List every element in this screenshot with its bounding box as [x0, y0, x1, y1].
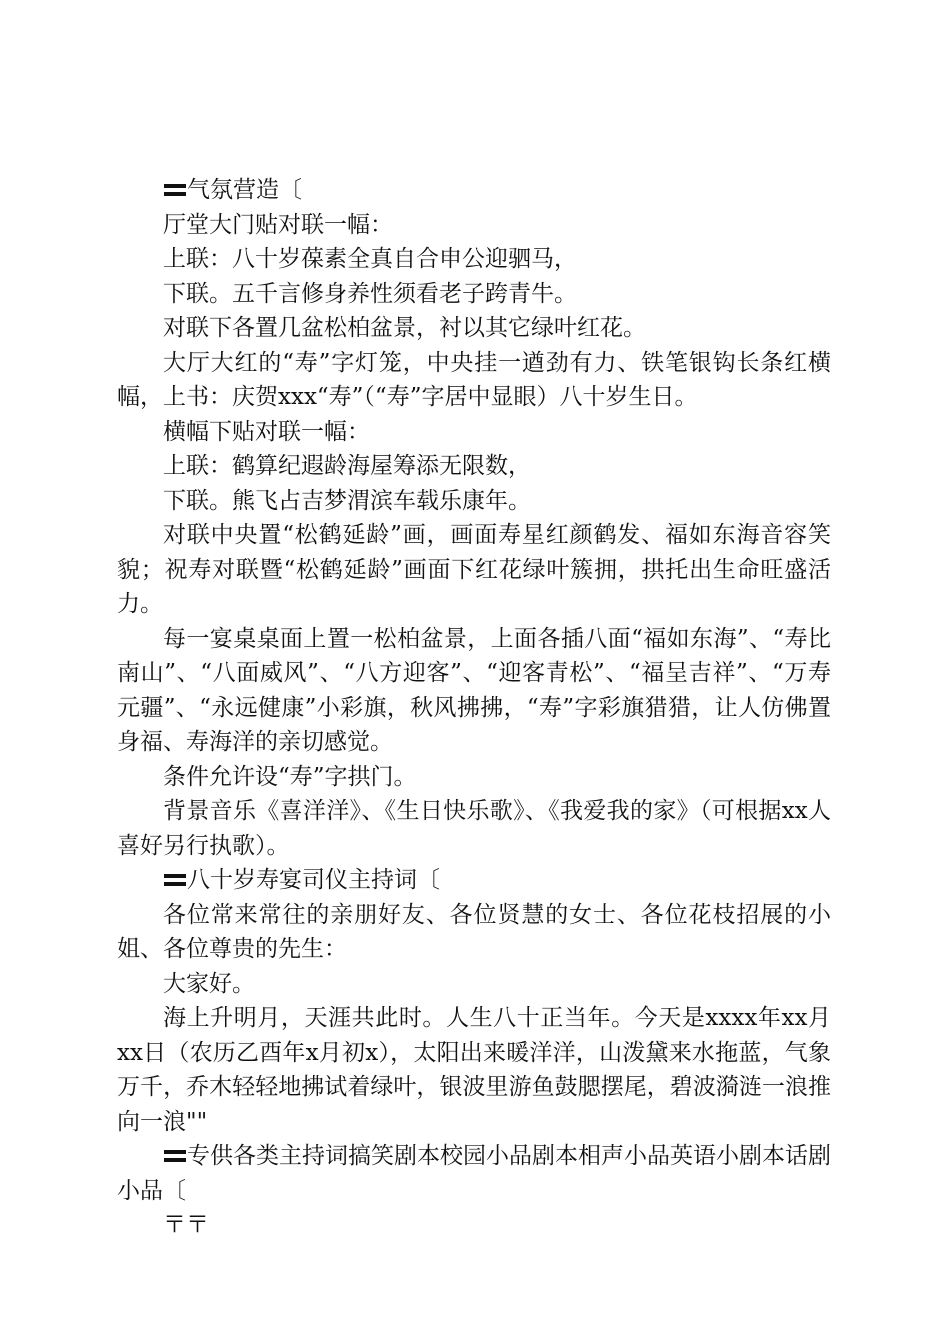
paragraph-text: 大家好。: [163, 970, 255, 997]
document-body: [117, 173, 831, 1243]
paragraph: [117, 1208, 831, 1243]
paragraph: [117, 277, 831, 312]
paragraph: [117, 760, 831, 795]
section-heading-host-speech: [117, 863, 831, 898]
paragraph-text: 条件允许设“寿”字拱门。: [163, 763, 417, 790]
paragraph: [117, 484, 831, 519]
paragraph: [117, 967, 831, 1002]
paragraph-text: 背景音乐《喜洋洋》、《生日快乐歌》、《我爱我的家》（可根据xx人喜好另行执歌）。: [117, 798, 831, 859]
paragraph-text: 气氛营造〔: [187, 177, 302, 203]
paragraph-text: 八十岁寿宴司仪主持词〔: [187, 867, 440, 893]
paragraph-text: 〒〒: [163, 1212, 209, 1238]
paragraph-text: 下联。熊飞占吉梦渭滨车载乐康年。: [163, 487, 531, 514]
paragraph: [117, 622, 831, 760]
paragraph-text: 每一宴桌桌面上置一松柏盆景，上面各插八面“福如东海”、“寿比南山”、“八面威风”、“八方迎客”、“迎客青松”、“福呈吉祥”、“万寿元疆”、“永远健康”小彩旗，秋风拂拂，“寿”字彩旗猎猎，让人仿佛置身福、寿海洋的亲切感觉。: [117, 625, 831, 755]
paragraph: [117, 518, 831, 622]
section-heading-atmosphere: [117, 173, 831, 208]
paragraph-text: 对联中央置“松鹤延龄”画，画面寿星红颜鹤发、福如东海音容笑貌；祝寿对联暨“松鹤延龄”画面下红花绿叶簇拥，拱托出生命旺盛活力。: [117, 522, 831, 617]
paragraph-text: 专供各类主持词搞笑剧本校园小品剧本相声小品英语小剧本话剧小品〔: [117, 1143, 831, 1204]
paragraph-text: 横幅下贴对联一幅：: [163, 418, 370, 445]
section-marker-icon: [163, 872, 187, 888]
paragraph-text: 下联。五千言修身养性须看老子跨青牛。: [163, 280, 577, 307]
paragraph: [117, 242, 831, 277]
section-marker-icon: [163, 1148, 187, 1164]
paragraph: [117, 208, 831, 243]
paragraph-text: 大厅大红的“寿”字灯笼，中央挂一遒劲有力、铁笔银钩长条红横幅，上书：庆贺xxx“寿”（“寿”字居中显眼）八十岁生日。: [117, 349, 831, 410]
paragraph: [117, 449, 831, 484]
paragraph-text: 上联：八十岁葆素全真自合申公迎驷马，: [163, 246, 577, 272]
paragraph: [117, 1001, 831, 1139]
paragraph-text: 对联下各置几盆松柏盆景，衬以其它绿叶红花。: [163, 315, 646, 341]
paragraph-text: 上联：鹤算纪遐龄海屋筹添无限数，: [163, 453, 531, 479]
paragraph-text: 海上升明月，天涯共此时。人生八十正当年。今天是xxxx年xx月xx日（农历乙酉年x月初x），太阳出来暖洋洋，山泼黛来水拖蓝，气象万千，乔木轻轻地拂试着绿叶，银波里游鱼鼓腮摆尾，碧波漪涟一浪推向一浪"": [117, 1005, 831, 1135]
paragraph: [117, 346, 831, 415]
paragraph-text: 厅堂大门贴对联一幅：: [163, 211, 393, 238]
paragraph: [117, 311, 831, 346]
section-heading-scripts: [117, 1139, 831, 1208]
paragraph-text: 各位常来常往的亲朋好友、各位贤慧的女士、各位花枝招展的小姐、各位尊贵的先生：: [117, 901, 831, 962]
paragraph: [117, 415, 831, 450]
paragraph: [117, 794, 831, 863]
paragraph: [117, 898, 831, 967]
section-marker-icon: [163, 182, 187, 198]
